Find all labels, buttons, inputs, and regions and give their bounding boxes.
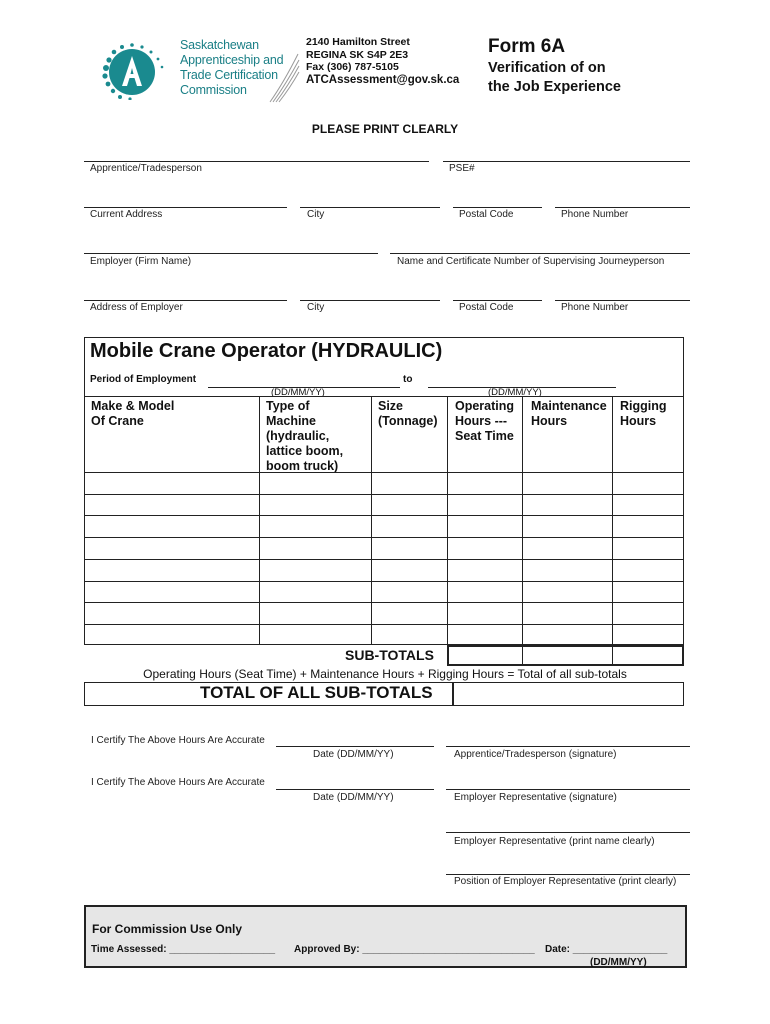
- city-label: City: [307, 209, 325, 220]
- logo-swoosh-icon: [268, 52, 300, 109]
- col-header-line: Machine: [266, 414, 317, 428]
- col-header-maintenance-hours: [531, 399, 607, 429]
- employer-position-label: Position of Employer Representative (print clearly): [454, 876, 677, 887]
- date-label: Date (DD/MM/YY): [313, 749, 394, 760]
- col-header-line: (Tonnage): [378, 414, 438, 428]
- form-title-line: Verification of on: [488, 60, 606, 76]
- employer-name-field[interactable]: [84, 239, 378, 254]
- journeyperson-field[interactable]: [390, 239, 690, 254]
- subtotals-box[interactable]: [447, 645, 684, 666]
- apprentice-date-field[interactable]: [276, 732, 434, 747]
- table-row[interactable]: [84, 472, 684, 473]
- employer-address-field[interactable]: [84, 286, 287, 301]
- logo-line: Commission: [180, 83, 247, 97]
- commission-date-field[interactable]: Date: _________________: [545, 944, 668, 955]
- employer-phone-label: Phone Number: [561, 302, 629, 313]
- col-header-line: Hours ---: [455, 414, 508, 428]
- date-format-hint: (DD/MM/YY): [271, 387, 325, 398]
- employer-name-label: Employer (Firm Name): [90, 256, 192, 267]
- col-header-line: Seat Time: [455, 429, 514, 443]
- period-of-employment-label: Period of Employment: [90, 374, 197, 385]
- col-header-line: (hydraulic,: [266, 429, 330, 443]
- logo-emblem-icon: [96, 40, 176, 100]
- apprentice-signature-field[interactable]: [446, 732, 690, 747]
- date-label: Date (DD/MM/YY): [313, 792, 394, 803]
- logo: [96, 40, 176, 100]
- phone-number-label: Phone Number: [561, 209, 629, 220]
- commission-address: [306, 36, 459, 86]
- col-header-line: lattice boom,: [266, 444, 344, 458]
- col-header-line: Operating: [455, 399, 515, 413]
- period-end-field[interactable]: [428, 373, 616, 388]
- form-number: Form 6A: [488, 36, 566, 57]
- table-column-divider: [522, 396, 523, 645]
- certify-statement: I Certify The Above Hours Are Accurate: [91, 777, 265, 788]
- certify-statement: I Certify The Above Hours Are Accurate: [91, 735, 265, 746]
- period-start-field[interactable]: [208, 373, 400, 388]
- table-column-divider: [259, 396, 260, 645]
- employer-city-field[interactable]: [300, 286, 440, 301]
- table-column-divider: [612, 396, 613, 645]
- col-header-line: Maintenance: [531, 399, 607, 413]
- phone-number-field[interactable]: [555, 193, 690, 208]
- email-link[interactable]: ATCAssessment@gov.sk.ca: [306, 73, 460, 86]
- section-title: Mobile Crane Operator (HYDRAULIC): [90, 340, 443, 362]
- table-row[interactable]: [84, 515, 684, 516]
- address-line: 2140 Hamilton Street: [306, 36, 410, 48]
- print-instruction: PLEASE PRINT CLEARLY: [311, 122, 459, 136]
- current-address-label: Current Address: [90, 209, 163, 220]
- subtotals-label: SUB-TOTALS: [345, 647, 434, 663]
- current-address-field[interactable]: [84, 193, 287, 208]
- total-label: TOTAL OF ALL SUB-TOTALS: [200, 683, 433, 702]
- subtotal-divider: [522, 645, 523, 666]
- commission-date-format: (DD/MM/YY): [590, 957, 647, 968]
- col-header-line: Make & Model: [91, 399, 175, 413]
- employer-signature-label: Employer Representative (signature): [454, 792, 617, 803]
- table-row[interactable]: [84, 581, 684, 582]
- logo-line: Saskatchewan: [180, 38, 259, 52]
- time-assessed-field[interactable]: Time Assessed: ___________________: [91, 944, 276, 955]
- to-label: to: [403, 374, 413, 385]
- employer-postal-label: Postal Code: [459, 302, 514, 313]
- subtotal-divider: [612, 645, 613, 666]
- table-row[interactable]: [84, 494, 684, 495]
- address-line: REGINA SK S4P 2E3: [306, 48, 409, 61]
- postal-code-field[interactable]: [453, 193, 542, 208]
- employer-phone-field[interactable]: [555, 286, 690, 301]
- col-header-line: Rigging: [620, 399, 667, 413]
- employer-postal-field[interactable]: [453, 286, 542, 301]
- table-row[interactable]: [84, 559, 684, 560]
- city-field[interactable]: [300, 193, 440, 208]
- col-header-line: boom truck): [266, 459, 339, 473]
- totals-formula: Operating Hours (Seat Time) + Maintenance Hours + Rigging Hours = Total of all sub-totals: [143, 667, 627, 681]
- col-header-type-machine: [266, 399, 343, 474]
- journeyperson-label: Name and Certificate Number of Supervising Journeyperson: [397, 256, 665, 267]
- pse-field[interactable]: [443, 147, 690, 162]
- total-value-field[interactable]: [452, 683, 683, 705]
- employer-address-label: Address of Employer: [90, 302, 183, 313]
- postal-code-label: Postal Code: [459, 209, 514, 220]
- col-header-line: Type of: [266, 399, 310, 413]
- col-header-operating-hours: [455, 399, 514, 444]
- col-header-line: Hours: [620, 414, 657, 428]
- col-header-line: Of Crane: [91, 414, 144, 428]
- approved-by-field[interactable]: Approved By: _______________________________: [294, 944, 535, 955]
- table-column-divider: [371, 396, 372, 645]
- apprentice-label: Apprentice/Tradesperson: [90, 163, 202, 174]
- apprentice-name-field[interactable]: [84, 147, 429, 162]
- table-row[interactable]: [84, 624, 684, 625]
- pse-label: PSE#: [449, 163, 475, 174]
- employer-position-field[interactable]: [446, 860, 690, 875]
- employer-signature-field[interactable]: [446, 775, 690, 790]
- col-header-line: Size: [378, 399, 404, 413]
- col-header-rigging-hours: [620, 399, 667, 429]
- form-title-line: the Job Experience: [488, 79, 621, 95]
- table-column-divider: [447, 396, 448, 645]
- apprentice-signature-label: Apprentice/Tradesperson (signature): [454, 749, 617, 760]
- date-format-hint: (DD/MM/YY): [488, 387, 542, 398]
- col-header-size: [378, 399, 437, 429]
- form-title: [488, 59, 621, 97]
- employer-city-label: City: [307, 302, 325, 313]
- employer-print-name-field[interactable]: [446, 818, 690, 833]
- table-row[interactable]: [84, 537, 684, 538]
- table-header-top: [84, 396, 684, 397]
- col-header-line: Hours: [531, 414, 568, 428]
- address-line: Fax (306) 787-5105: [306, 61, 399, 73]
- commission-use-title: For Commission Use Only: [92, 922, 243, 936]
- logo-line: Apprenticeship and: [180, 53, 284, 67]
- employer-print-name-label: Employer Representative (print name clearly): [454, 836, 655, 847]
- employer-date-field[interactable]: [276, 775, 434, 790]
- table-row[interactable]: [84, 602, 684, 603]
- logo-line: Trade Certification: [180, 68, 278, 82]
- col-header-make-model: [91, 399, 174, 429]
